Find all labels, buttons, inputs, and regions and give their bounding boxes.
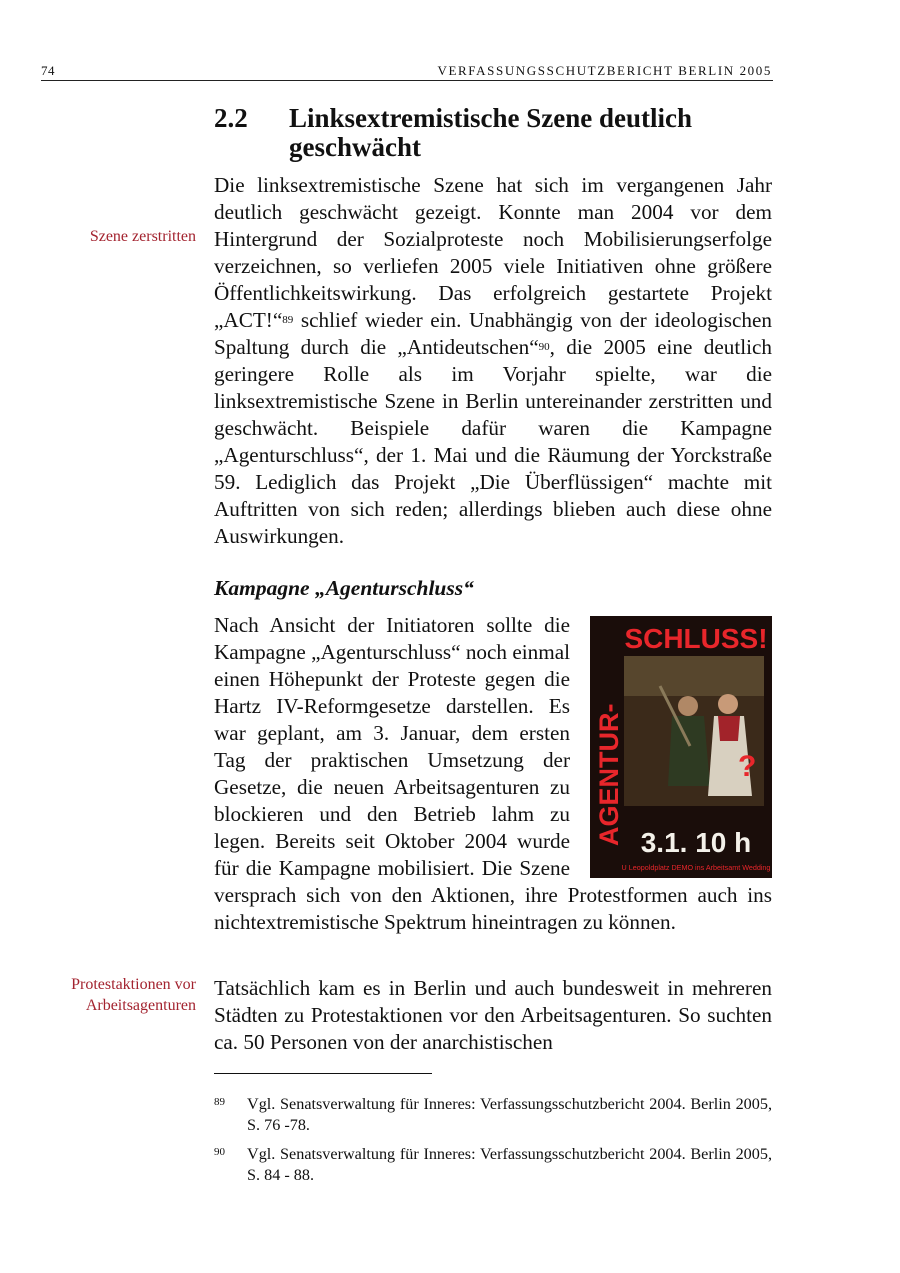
margin-note-protestaktionen: Protestaktionen vor Arbeitsagenturen [71, 976, 196, 1014]
agenturschluss-poster-image [590, 616, 772, 878]
running-header: VERFASSUNGSSCHUTZBERICHT BERLIN 2005 [437, 63, 772, 78]
poster-figure-shirt [718, 716, 740, 741]
poster-figure-body-left [668, 716, 710, 786]
footnote-89-mark: 89 [214, 1096, 225, 1108]
footnote-89-text: Vgl. Senatsverwaltung für Inneres: Verfassungsschutzbericht 2004. Berlin 2005, S. 76 -78. [247, 1095, 772, 1134]
paragraph-protests [214, 975, 772, 1056]
poster-question-mark: ? [738, 750, 757, 783]
poster-top-text: SCHLUSS! [624, 623, 768, 654]
paragraph-intro [214, 172, 772, 550]
poster-vertical-text: AGENTUR- [594, 703, 624, 846]
poster-figure-head-right [718, 694, 738, 714]
footnote-90-mark: 90 [214, 1146, 225, 1158]
poster-date-text: 3.1. 10 h [640, 827, 752, 858]
paragraph-intro-text-a: Die linksextremistische Szene hat sich im vergangenen Jahr deutlich geschwächt gezeigt. Konnte man 2004 vor dem Hintergrund der Sozialproteste noch Mobilisierungserfolge verzeichnen, so verliefen 2005 viele Initiativen ohne größere Öffentlichkeitswirkung. Das erfolgreich gestartete Projekt „ACT!“ [214, 173, 772, 332]
poster-figure-head-left [678, 696, 698, 716]
footnote-ref-90[interactable]: 90 [538, 341, 550, 353]
footnote-separator [214, 1073, 432, 1074]
paragraph-campaign-text: Nach Ansicht der Initiatoren sollte die Kampagne „Agenturschluss“ noch einmal einen Höhepunkt der Proteste gegen die Hartz IV-Reformgesetze darstellen. Es war geplant, am 3. Januar, dem ersten Tag der praktischen Umsetzung der Gesetze, die neuen Arbeitsagenturen zu blockieren und den Betrieb lahm zu legen. Bereits seit Oktober 2004 wurde für die Kampagne mobilisiert. Die Szene versprach sich von den Aktionen, ihre Protestformen auch ins nichtextremistische Spektrum hineintragen zu können. [214, 613, 772, 934]
footnote-ref-89[interactable]: 89 [282, 314, 294, 326]
section-number: 2.2 [214, 103, 248, 133]
page-number: 74 [41, 63, 55, 78]
paragraph-intro-text-b: schlief wieder ein. Unabhängig von der ideologischen Spaltung durch die „Antideutschen“ [214, 308, 772, 359]
poster-sky [624, 656, 764, 696]
paragraph-protests-text: Tatsächlich kam es in Berlin und auch bundesweit in mehreren Städten zu Protestaktionen vor den Arbeitsagenturen. So suchten ca. 50 Personen von der anarchistischen [214, 976, 772, 1054]
paragraph-intro-text-c: , die 2005 eine deutlich geringere Rolle als im Vorjahr spielte, war die linksextremistische Szene in Berlin untereinander zerstritten und geschwächt. Beispiele dafür waren die Kampagne „Agenturschluss“, der 1. Mai und die Räumung der Yorckstraße 59. Lediglich das Projekt „Die Überflüssigen“ machte mit Auftritten von sich reden; allerdings blieben auch diese ohne Auswirkungen. [214, 335, 773, 548]
section-title: Linksextremistische Szene deutlich geschwächt [289, 103, 692, 162]
header-rule [41, 80, 773, 81]
paragraph-campaign [214, 612, 772, 936]
poster-bottom-text: U Leopoldplatz DEMO ins Arbeitsamt Wedding [621, 863, 771, 872]
subheading-agenturschluss: Kampagne „Agenturschluss“ [214, 576, 474, 600]
footnote-90-text: Vgl. Senatsverwaltung für Inneres: Verfassungsschutzbericht 2004. Berlin 2005, S. 84 - 88. [247, 1145, 772, 1184]
footnote-89 [214, 1094, 772, 1136]
margin-note-szene: Szene zerstritten [89, 228, 196, 245]
footnote-90 [214, 1144, 772, 1186]
